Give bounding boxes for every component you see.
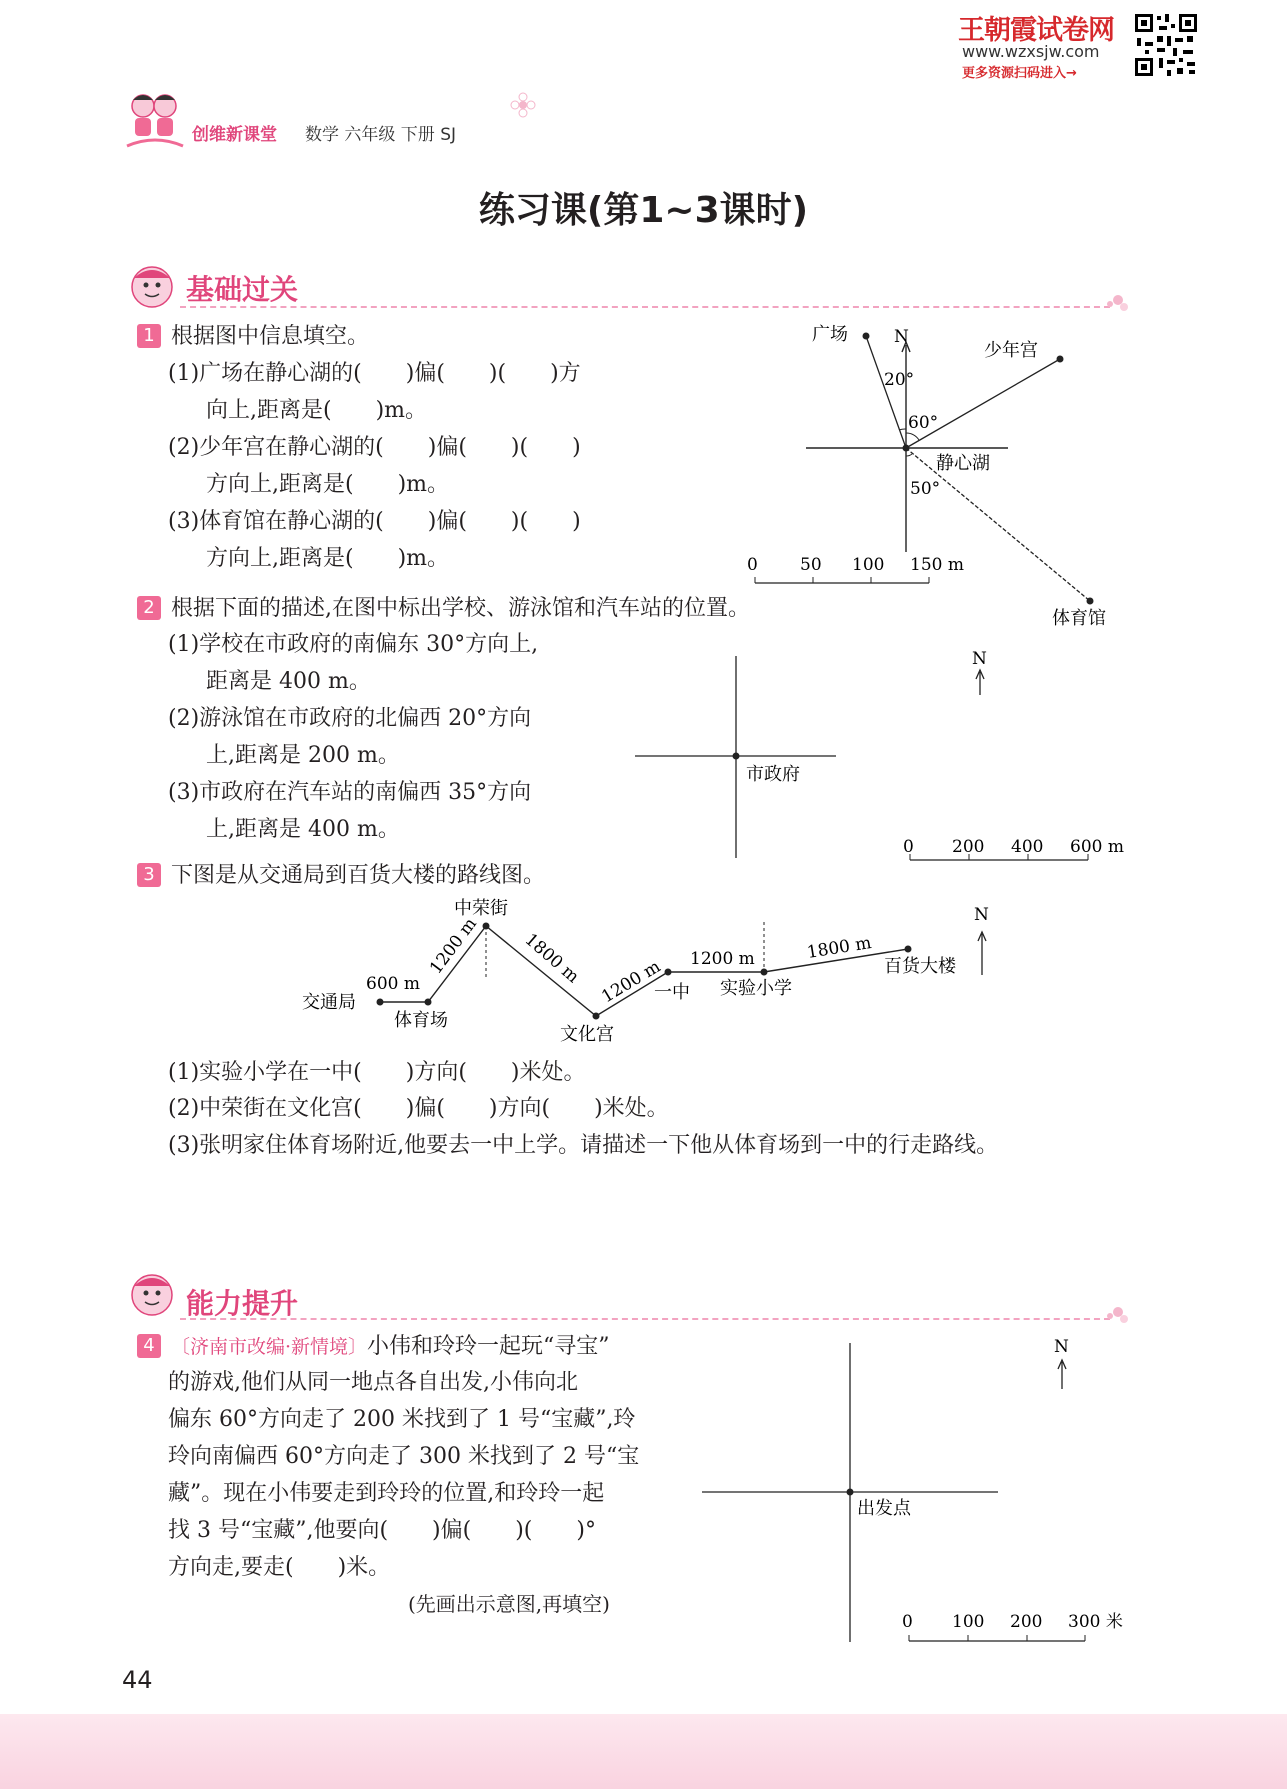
q4-line6: 找 3 号“宝藏”,他要向( )偏( )( )° (168, 1518, 596, 1543)
q3-item1: (1)实验小学在一中( )方向( )米处。 (168, 1060, 586, 1085)
flower-decoration-icon (510, 92, 536, 118)
q2-item1-line2: 距离是 400 m。 (206, 669, 371, 694)
q4-compass-figure[interactable] (690, 1330, 1130, 1650)
q3-item2: (2)中荣街在文化宫( )偏( )方向( )米处。 (168, 1096, 669, 1121)
dots-decoration-icon (1104, 1306, 1130, 1326)
guangchang-label: 广场 (812, 324, 848, 345)
section-mascot-icon (128, 264, 178, 310)
route-distance-2: 1200 m (426, 914, 481, 979)
route-distance-1: 600 m (366, 974, 420, 994)
q1-scale-0: 0 (747, 555, 758, 575)
brand-slogan: 更多资源扫码进入→ (962, 66, 1077, 81)
q2-north-label: N (972, 649, 987, 669)
route-distance-6: 1800 m (805, 933, 873, 963)
q4-source: 〔济南市改编·新情境〕 (171, 1336, 368, 1358)
q3-item3: (3)张明家住体育场附近,他要去一中上学。请描述一下他从体育场到一中的行走路线。 (168, 1133, 999, 1158)
q1-item2-line1: (2)少年宫在静心湖的( )偏( )( ) (168, 435, 581, 460)
dots-decoration-icon (1104, 294, 1130, 314)
qr-code-icon[interactable] (1133, 12, 1199, 78)
brand-name: 王朝霞试卷网 (958, 15, 1114, 46)
section1-divider (180, 306, 1110, 308)
q1-number: 1 (137, 324, 161, 348)
q1-scale-100: 100 (852, 555, 885, 575)
q4-note: (先画出示意图,再填空) (408, 1592, 610, 1616)
q2-scale-400: 400 (1011, 837, 1044, 857)
q2-item2-line1: (2)游泳馆在市政府的北偏西 20°方向 (168, 706, 532, 731)
chufadian-label: 出发点 (857, 1498, 911, 1519)
q1-scale-50: 50 (800, 555, 822, 575)
shaoniangong-point (1057, 356, 1064, 363)
q3-number: 3 (137, 863, 161, 887)
q4-north-label: N (1054, 1337, 1069, 1357)
zhongrongjie-label: 中荣街 (454, 898, 508, 919)
q2-item2-line2: 上,距离是 200 m。 (206, 743, 400, 768)
angle-60-label: 60° (908, 413, 939, 433)
q3-north-label: N (974, 905, 989, 925)
q2-compass-figure[interactable] (620, 640, 1140, 870)
q2-scale-600: 600 m (1070, 837, 1124, 857)
q4-line7: 方向走,要走( )米。 (168, 1555, 391, 1580)
shaoniangong-label: 少年宫 (984, 340, 1038, 361)
q3-route-figure (290, 890, 1010, 1060)
q1-item3-line1: (3)体育馆在静心湖的( )偏( )( ) (168, 509, 581, 534)
q4-line3: 偏东 60°方向走了 200 米找到了 1 号“宝藏”,玲 (168, 1407, 636, 1432)
q1-item1-line1: (1)广场在静心湖的( )偏( )( )方 (168, 361, 581, 386)
page-title: 练习课(第1~3课时) (478, 190, 809, 231)
q2-stem: 2 根据下面的描述,在图中标出学校、游泳馆和汽车站的位置。 (137, 590, 750, 627)
q4-scale-0: 0 (902, 1612, 913, 1632)
wenhuagong-label: 文化宫 (560, 1024, 614, 1045)
series-name: 创维新课堂 (192, 125, 277, 145)
brand-url[interactable]: www.wzxsjw.com (962, 42, 1100, 61)
jiaotongju-label: 交通局 (302, 992, 356, 1013)
q2-item3-line1: (3)市政府在汽车站的南偏西 35°方向 (168, 780, 532, 805)
page-number: 44 (122, 1666, 153, 1694)
shiyanxiaoxue-label: 实验小学 (720, 978, 792, 999)
q2-number: 2 (137, 596, 161, 620)
q2-item1-line1: (1)学校在市政府的南偏东 30°方向上, (168, 632, 539, 657)
jingxinhu-label: 静心湖 (936, 453, 990, 474)
q1-scale-150: 150 m (910, 555, 964, 575)
section2-title: 能力提升 (186, 1287, 299, 1320)
section1-title: 基础过关 (186, 273, 299, 306)
route-distance-3: 1800 m (520, 929, 583, 988)
q4-line5: 藏”。现在小伟要走到玲玲的位置,和玲玲一起 (168, 1481, 605, 1506)
q3-stem: 3 下图是从交通局到百货大楼的路线图。 (137, 857, 545, 894)
q4-line4: 玲向南偏西 60°方向走了 300 米找到了 2 号“宝 (168, 1444, 640, 1469)
q1-item3-line2: 方向上,距离是( )m。 (206, 546, 450, 571)
q4-scale-300: 300 米 (1068, 1612, 1123, 1632)
q2-item3-line2: 上,距离是 400 m。 (206, 817, 400, 842)
q2-scale-0: 0 (903, 837, 914, 857)
route-distance-4: 1200 m (598, 956, 665, 1008)
q4-scale-100: 100 (952, 1612, 985, 1632)
q1-stem: 1 根据图中信息填空。 (137, 318, 369, 355)
section2-mascot-icon (128, 1272, 178, 1318)
tiyuchang-label: 体育场 (394, 1010, 448, 1031)
q1-item1-line2: 向上,距离是( )m。 (206, 398, 428, 423)
q1-north-label: N (894, 327, 909, 347)
q4-line2: 的游戏,他们从同一地点各自出发,小伟向北 (168, 1370, 578, 1395)
q2-scale-200: 200 (952, 837, 985, 857)
subject-label: 数学 六年级 下册 SJ (305, 125, 457, 145)
angle-20-label: 20° (884, 370, 915, 390)
q4-number: 4 (137, 1334, 161, 1358)
shizhengfu-label: 市政府 (746, 764, 800, 785)
guangchang-point (863, 333, 870, 340)
tiyuguan-label: 体育馆 (1052, 608, 1106, 629)
q1-item2-line2: 方向上,距离是( )m。 (206, 472, 450, 497)
route-distance-5: 1200 m (690, 949, 755, 969)
yizhong-label: 一中 (654, 982, 690, 1003)
tiyuguan-point (1087, 598, 1094, 605)
baihuodalou-label: 百货大楼 (884, 956, 956, 977)
section2-divider (180, 1318, 1110, 1320)
kids-mascot-icon (125, 88, 185, 150)
q4-line1: 4 〔济南市改编·新情境〕小伟和玲玲一起玩“寻宝” (137, 1328, 610, 1366)
angle-50-label: 50° (910, 479, 941, 499)
footer-band (0, 1714, 1287, 1789)
q1-compass-figure (730, 315, 1150, 635)
q4-scale-200: 200 (1010, 1612, 1043, 1632)
